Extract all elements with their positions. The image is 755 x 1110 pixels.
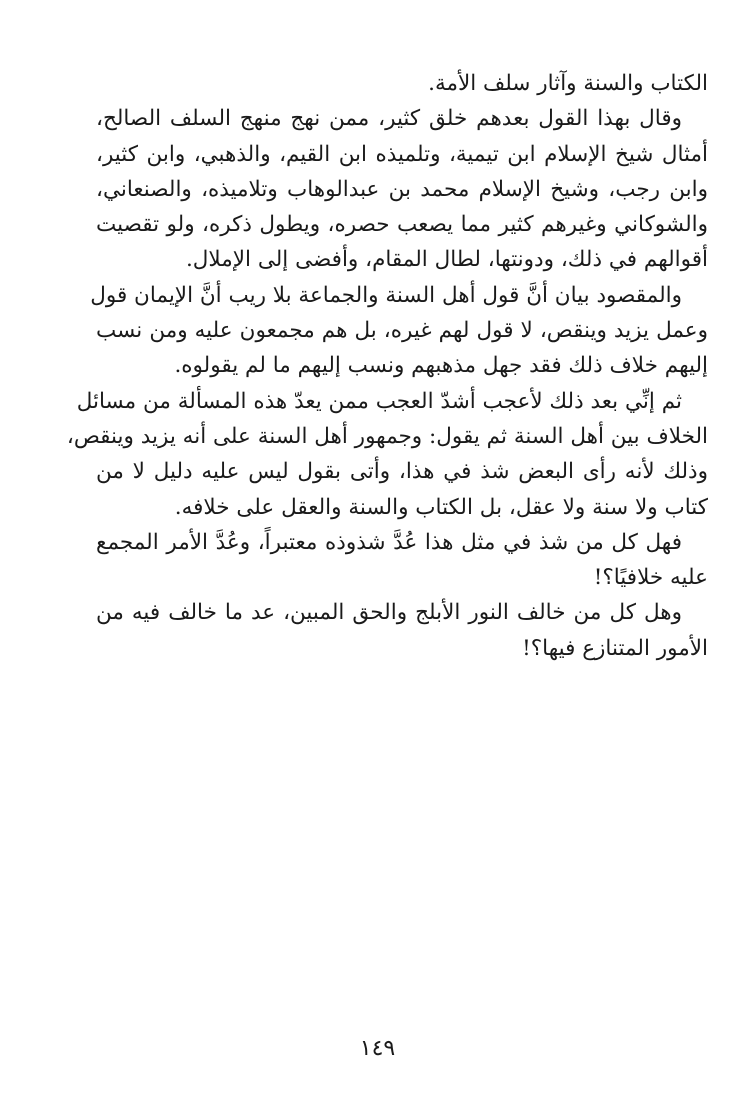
- text-line: والمقصود بيان أنَّ قول أهل السنة والجماعة بلا ريب أنَّ الإيمان قول: [90, 282, 682, 308]
- text-line: الكتاب والسنة وآثار سلف الأمة.: [428, 71, 708, 96]
- text-line: وابن رجب، وشيخ الإسلام محمد بن عبدالوهاب وتلاميذه، والصنعاني،: [96, 176, 708, 202]
- body-text: [66, 66, 708, 666]
- text-line: إليهم خلاف ذلك فقد جهل مذهبهم ونسب إليهم ما لم يقولوه.: [174, 353, 708, 379]
- text-line: وهل كل من خالف النور الأبلج والحق المبين، عد ما خالف فيه من: [96, 600, 682, 626]
- text-line: وقال بهذا القول بعدهم خلق كثير، ممن نهج منهج السلف الصالح،: [96, 106, 682, 132]
- paragraph-6: [96, 595, 708, 666]
- text-line: الأمور المتنازع فيها؟!: [522, 635, 708, 661]
- text-line: ثم إنِّي بعد ذلك لأعجب أشدّ العجب ممن يعدّ هذه المسألة من مسائل: [76, 388, 682, 414]
- text-line: وعمل يزيد وينقص، لا قول لهم غيره، بل هم مجمعون عليه ومن نسب: [96, 318, 708, 344]
- text-line: أقوالهم في ذلك، ودونتها، لطال المقام، وأفضى إلى الإملال.: [185, 247, 708, 273]
- paragraph-5: [96, 525, 708, 596]
- text-line: كتاب ولا سنة ولا عقل، بل الكتاب والسنة والعقل على خلافه.: [174, 494, 708, 520]
- text-line: وذلك لأنه رأى البعض شذ في هذا، وأتى بقول ليس عليه دليل لا من: [96, 459, 708, 485]
- page-number: ١٤٩: [359, 1036, 396, 1061]
- paragraph-3: [90, 278, 708, 384]
- text-line: عليه خلافيًا؟!: [593, 565, 708, 591]
- paragraph-1: [96, 66, 708, 101]
- paragraph-4: [66, 384, 708, 525]
- text-line: أمثال شيخ الإسلام ابن تيمية، وتلميذه ابن القيم، والذهبي، وابن كثير،: [96, 141, 708, 167]
- paragraph-2: [96, 101, 708, 277]
- text-line: الخلاف بين أهل السنة ثم يقول: وجمهور أهل السنة على أنه يزيد وينقص،: [66, 423, 708, 449]
- text-line: فهل كل من شذ في مثل هذا عُدَّ شذوذه معتبراً، وعُدَّ الأمر المجمع: [96, 529, 682, 555]
- text-line: والشوكاني وغيرهم كثير مما يصعب حصره، ويطول ذكره، ولو تقصيت: [96, 212, 708, 238]
